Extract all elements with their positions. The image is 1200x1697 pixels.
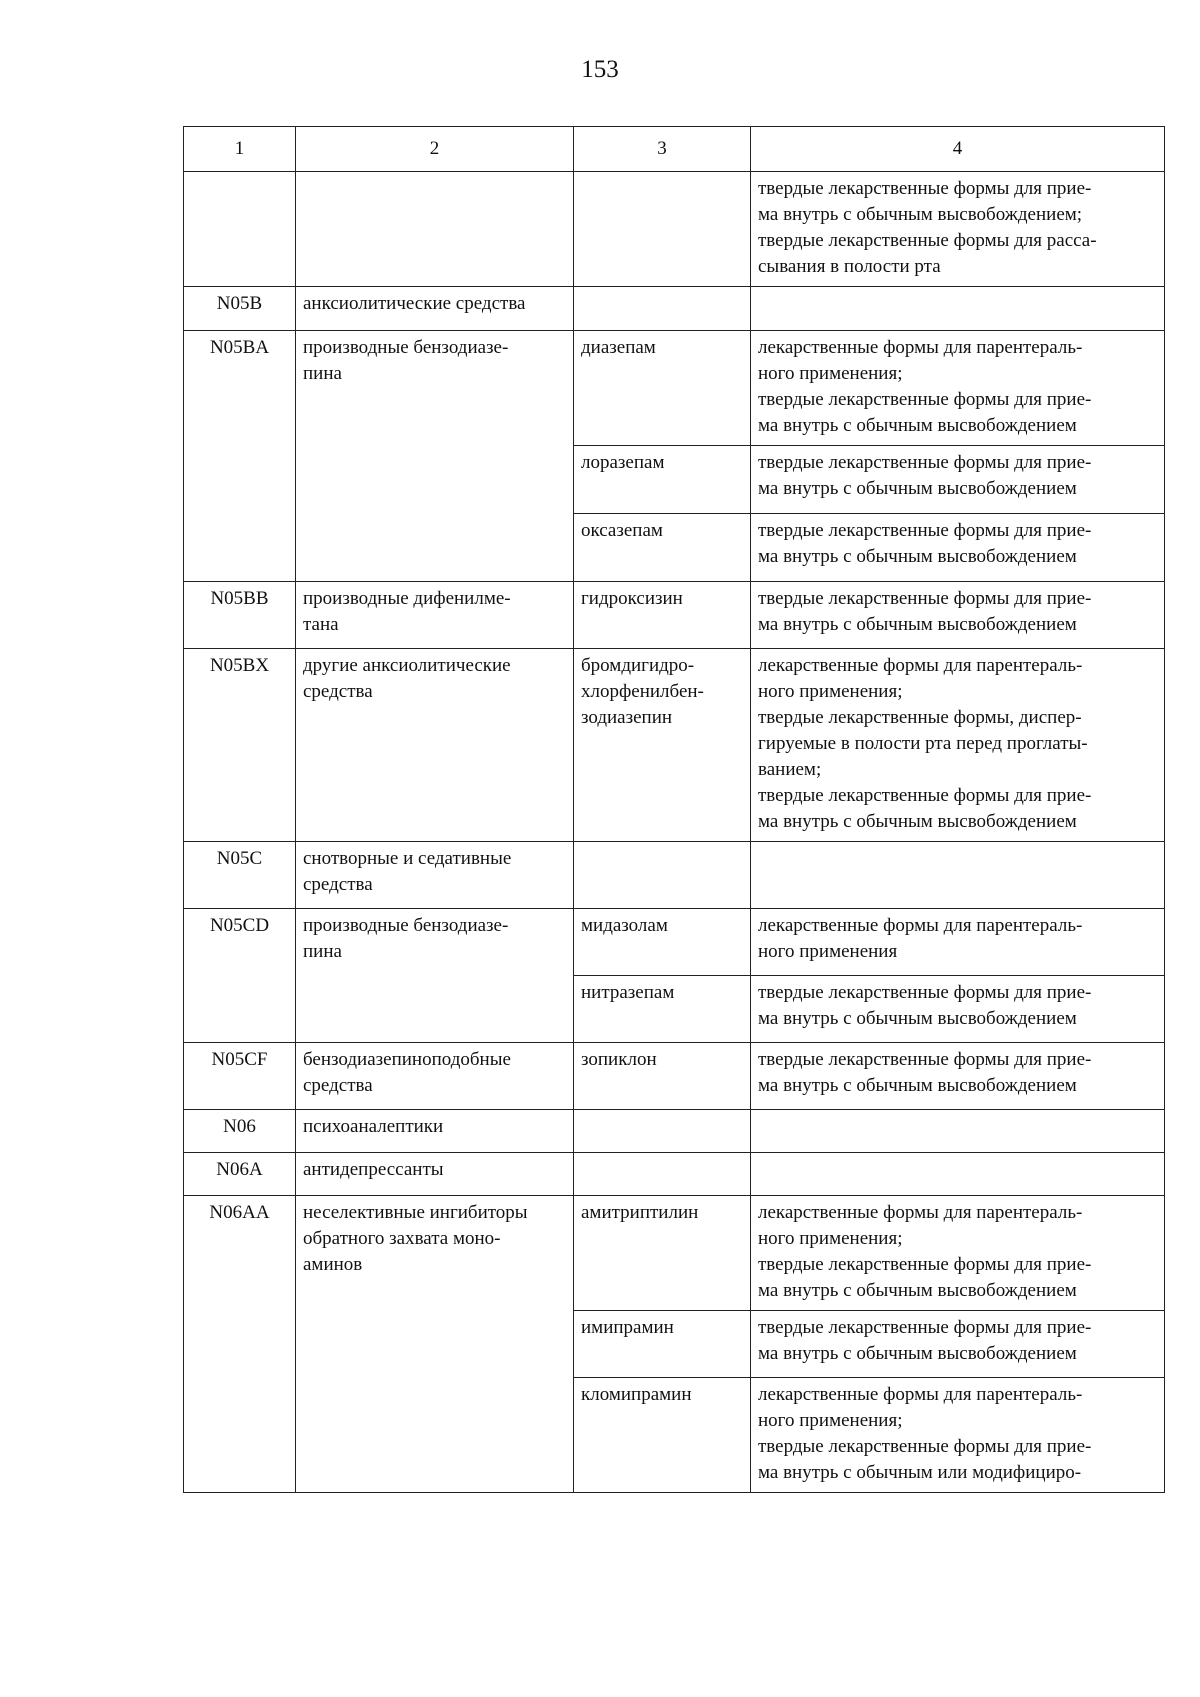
- group-name-cell: [296, 172, 574, 287]
- drug-name-cell: [574, 1043, 751, 1110]
- dosage-forms-cell-line: ма внутрь с обычным высвобождением;: [758, 204, 1083, 225]
- drug-name-cell: [574, 331, 751, 446]
- dosage-forms-cell: [751, 976, 1165, 1043]
- dosage-forms-cell-line: твердые лекарственные формы для прие-: [758, 1317, 1092, 1338]
- dosage-forms-cell-line: твердые лекарственные формы для расса-: [758, 230, 1097, 251]
- column-header: 4: [751, 127, 1165, 172]
- dosage-forms-cell-line: лекарственные формы для парентераль-: [758, 655, 1083, 676]
- group-name-cell-line: средства: [303, 874, 373, 895]
- table-row: [184, 842, 1165, 909]
- drug-name-cell: [574, 842, 751, 909]
- drug-name-cell: [574, 582, 751, 649]
- drug-name-cell-line: зопиклон: [581, 1049, 657, 1070]
- dosage-forms-cell: [751, 287, 1165, 331]
- drug-name-cell: [574, 1110, 751, 1153]
- dosage-forms-cell-line: твердые лекарственные формы для прие-: [758, 389, 1092, 410]
- table-row: [184, 649, 1165, 842]
- dosage-forms-cell: [751, 842, 1165, 909]
- dosage-forms-cell: [751, 909, 1165, 976]
- drug-name-cell-line: хлорфенилбен-: [581, 681, 704, 702]
- drug-name-cell: [574, 287, 751, 331]
- drug-name-cell-line: лоразепам: [581, 452, 665, 473]
- column-header: 1: [184, 127, 296, 172]
- drug-name-cell: [574, 172, 751, 287]
- group-name-cell-line: средства: [303, 681, 373, 702]
- dosage-forms-cell-line: лекарственные формы для парентераль-: [758, 337, 1083, 358]
- group-name-cell: [296, 1110, 574, 1153]
- table-row: [184, 172, 1165, 287]
- drug-name-cell: [574, 514, 751, 582]
- drug-name-cell-line: диазепам: [581, 337, 656, 358]
- group-name-cell-line: аминов: [303, 1254, 363, 1275]
- atc-code-cell: N05BX: [184, 649, 296, 842]
- dosage-forms-cell-line: твердые лекарственные формы для прие-: [758, 1436, 1092, 1457]
- drug-name-cell: [574, 909, 751, 976]
- medication-table: [183, 126, 1165, 1493]
- table-row: [184, 1043, 1165, 1110]
- drug-name-cell-line: зодиазепин: [581, 707, 673, 728]
- dosage-forms-cell-line: ма внутрь с обычным высвобождением: [758, 1008, 1077, 1029]
- column-header: 3: [574, 127, 751, 172]
- dosage-forms-cell: [751, 172, 1165, 287]
- dosage-forms-cell: [751, 1196, 1165, 1311]
- atc-code-cell: N05CD: [184, 909, 296, 1043]
- atc-code-cell: N05C: [184, 842, 296, 909]
- table-row: [184, 582, 1165, 649]
- dosage-forms-cell-line: ма внутрь с обычным или модифициро-: [758, 1462, 1082, 1483]
- dosage-forms-cell-line: твердые лекарственные формы для прие-: [758, 1049, 1092, 1070]
- dosage-forms-cell-line: твердые лекарственные формы для прие-: [758, 785, 1092, 806]
- group-name-cell-line: производные бензодиазе-: [303, 337, 509, 358]
- group-name-cell-line: тана: [303, 614, 339, 635]
- drug-name-cell-line: мидазолам: [581, 915, 668, 936]
- dosage-forms-cell-line: ма внутрь с обычным высвобождением: [758, 546, 1077, 567]
- dosage-forms-cell-line: твердые лекарственные формы для прие-: [758, 588, 1092, 609]
- dosage-forms-cell-line: ма внутрь с обычным высвобождением: [758, 415, 1077, 436]
- dosage-forms-cell-line: ма внутрь с обычным высвобождением: [758, 1075, 1077, 1096]
- group-name-cell: [296, 331, 574, 582]
- dosage-forms-cell-line: твердые лекарственные формы для прие-: [758, 982, 1092, 1003]
- dosage-forms-cell-line: лекарственные формы для парентераль-: [758, 915, 1083, 936]
- dosage-forms-cell-line: твердые лекарственные формы для прие-: [758, 178, 1092, 199]
- dosage-forms-cell-line: лекарственные формы для парентераль-: [758, 1384, 1083, 1405]
- dosage-forms-cell: [751, 1043, 1165, 1110]
- group-name-cell: [296, 1196, 574, 1493]
- group-name-cell-line: обратного захвата моно-: [303, 1228, 501, 1249]
- atc-code-cell: N05B: [184, 287, 296, 331]
- dosage-forms-cell-line: ма внутрь с обычным высвобождением: [758, 1343, 1077, 1364]
- dosage-forms-cell: [751, 1153, 1165, 1196]
- dosage-forms-cell: [751, 582, 1165, 649]
- drug-name-cell-line: гидроксизин: [581, 588, 683, 609]
- dosage-forms-cell: [751, 1311, 1165, 1378]
- drug-name-cell: [574, 649, 751, 842]
- drug-name-cell: [574, 976, 751, 1043]
- group-name-cell-line: неселективные ингибиторы: [303, 1202, 528, 1223]
- dosage-forms-cell-line: ного применения;: [758, 681, 903, 702]
- drug-name-cell: [574, 1153, 751, 1196]
- dosage-forms-cell-line: твердые лекарственные формы для прие-: [758, 1254, 1092, 1275]
- drug-name-cell: [574, 1311, 751, 1378]
- group-name-cell-line: психоаналептики: [303, 1116, 444, 1137]
- dosage-forms-cell-line: ванием;: [758, 759, 822, 780]
- atc-code-cell: N05BA: [184, 331, 296, 582]
- group-name-cell-line: анксиолитические средства: [303, 293, 526, 314]
- group-name-cell: [296, 582, 574, 649]
- dosage-forms-cell: [751, 331, 1165, 446]
- page-number: 153: [581, 56, 619, 83]
- table-row: [184, 287, 1165, 331]
- drug-name-cell: [574, 1378, 751, 1493]
- atc-code-cell: N06AA: [184, 1196, 296, 1493]
- group-name-cell-line: средства: [303, 1075, 373, 1096]
- dosage-forms-cell-line: сывания в полости рта: [758, 256, 941, 277]
- group-name-cell: [296, 649, 574, 842]
- dosage-forms-cell: [751, 514, 1165, 582]
- column-header: 2: [296, 127, 574, 172]
- group-name-cell: [296, 909, 574, 1043]
- atc-code-cell: N06A: [184, 1153, 296, 1196]
- drug-name-cell-line: нитразепам: [581, 982, 675, 1003]
- group-name-cell-line: производные дифенилме-: [303, 588, 511, 609]
- dosage-forms-cell: [751, 649, 1165, 842]
- dosage-forms-cell-line: ного применения;: [758, 363, 903, 384]
- group-name-cell-line: другие анксиолитические: [303, 655, 511, 676]
- group-name-cell-line: антидепрессанты: [303, 1159, 444, 1180]
- atc-code-cell: N06: [184, 1110, 296, 1153]
- dosage-forms-cell-line: ма внутрь с обычным высвобождением: [758, 478, 1077, 499]
- atc-code-cell: [184, 172, 296, 287]
- drug-name-cell-line: оксазепам: [581, 520, 663, 541]
- table-row: [184, 1196, 1165, 1311]
- drug-name-cell: [574, 446, 751, 514]
- drug-name-cell-line: имипрамин: [581, 1317, 674, 1338]
- group-name-cell: [296, 287, 574, 331]
- dosage-forms-cell-line: лекарственные формы для парентераль-: [758, 1202, 1083, 1223]
- table-row: [184, 909, 1165, 976]
- group-name-cell: [296, 1153, 574, 1196]
- group-name-cell-line: пина: [303, 941, 342, 962]
- group-name-cell-line: снотворные и седативные: [303, 848, 512, 869]
- group-name-cell: [296, 842, 574, 909]
- group-name-cell: [296, 1043, 574, 1110]
- drug-name-cell-line: бромдигидро-: [581, 655, 695, 676]
- group-name-cell-line: бензодиазепиноподобные: [303, 1049, 511, 1070]
- table-row: [184, 331, 1165, 446]
- dosage-forms-cell: [751, 1378, 1165, 1493]
- dosage-forms-cell-line: твердые лекарственные формы для прие-: [758, 520, 1092, 541]
- table-row: [184, 1153, 1165, 1196]
- table-row: [184, 1110, 1165, 1153]
- dosage-forms-cell: [751, 1110, 1165, 1153]
- dosage-forms-cell-line: ма внутрь с обычным высвобождением: [758, 614, 1077, 635]
- dosage-forms-cell-line: ного применения;: [758, 1228, 903, 1249]
- dosage-forms-cell-line: твердые лекарственные формы для прие-: [758, 452, 1092, 473]
- dosage-forms-cell: [751, 446, 1165, 514]
- dosage-forms-cell-line: ного применения;: [758, 1410, 903, 1431]
- atc-code-cell: N05BB: [184, 582, 296, 649]
- dosage-forms-cell-line: ма внутрь с обычным высвобождением: [758, 1280, 1077, 1301]
- atc-code-cell: N05CF: [184, 1043, 296, 1110]
- drug-name-cell-line: кломипрамин: [581, 1384, 692, 1405]
- drug-name-cell-line: амитриптилин: [581, 1202, 699, 1223]
- dosage-forms-cell-line: твердые лекарственные формы, диспер-: [758, 707, 1082, 728]
- dosage-forms-cell-line: гируемые в полости рта перед проглаты-: [758, 733, 1088, 754]
- group-name-cell-line: пина: [303, 363, 342, 384]
- dosage-forms-cell-line: ного применения: [758, 941, 898, 962]
- dosage-forms-cell-line: ма внутрь с обычным высвобождением: [758, 811, 1077, 832]
- header-row: [184, 127, 1165, 172]
- group-name-cell-line: производные бензодиазе-: [303, 915, 509, 936]
- drug-name-cell: [574, 1196, 751, 1311]
